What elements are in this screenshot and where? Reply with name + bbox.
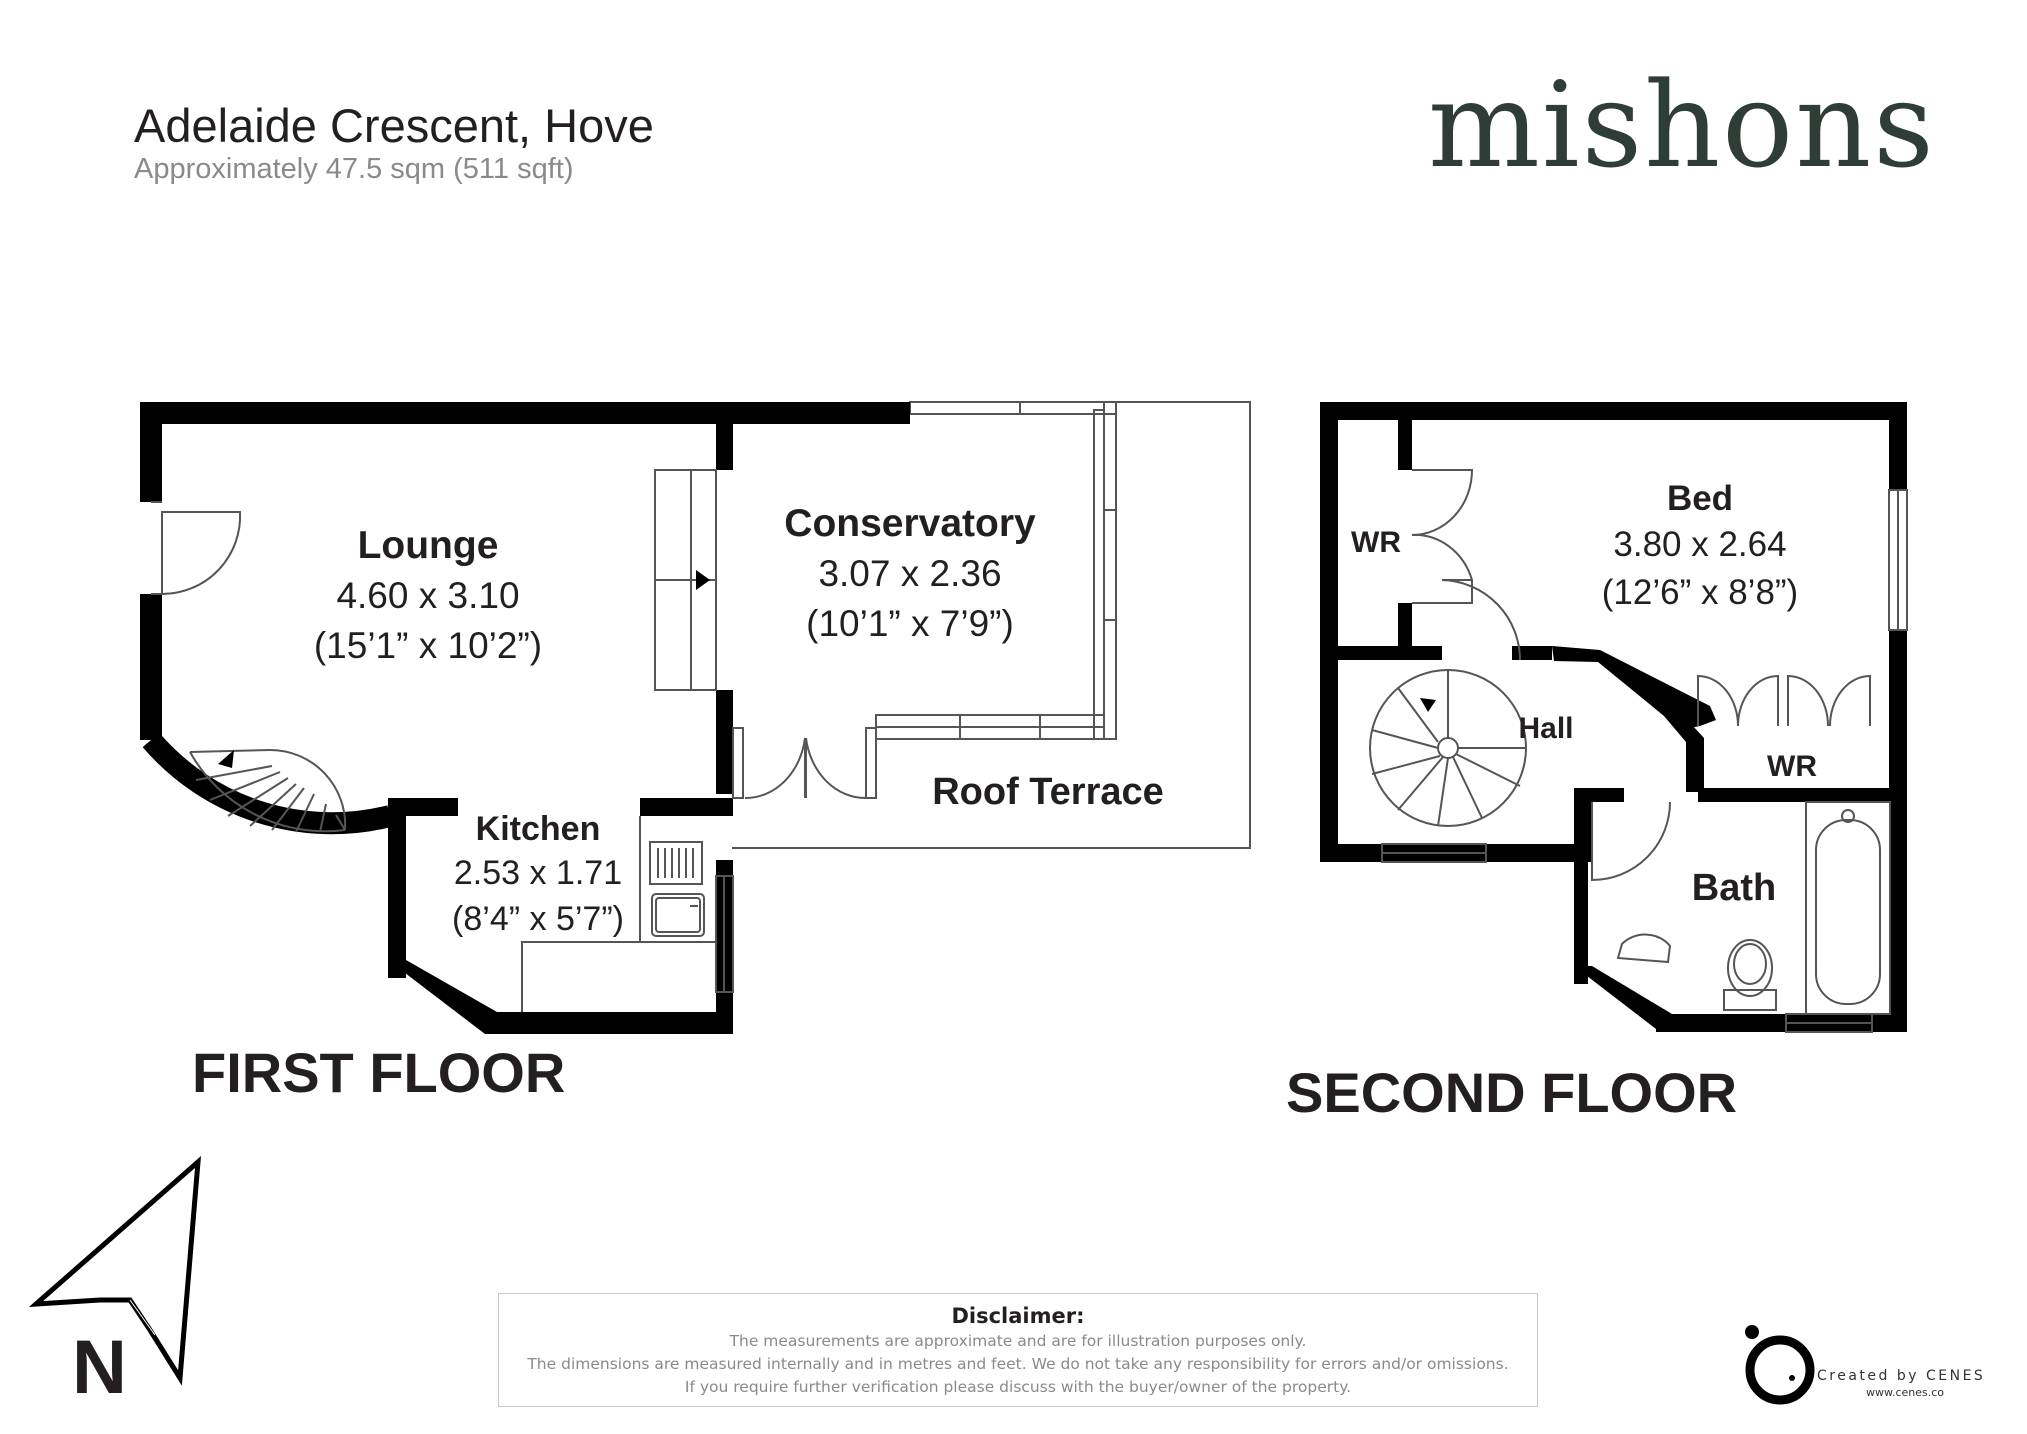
room-imperial-kitchen: (8’4” x 5’7”) [452, 900, 624, 938]
property-title: Adelaide Crescent, Hove [134, 99, 654, 152]
disclaimer-box [498, 1293, 1538, 1407]
room-imperial-lounge: (15’1” x 10’2”) [313, 625, 543, 666]
credit-url: www.cenes.co [1866, 1386, 1945, 1399]
second-floor-label: SECOND FLOOR [1286, 1061, 1738, 1124]
second-floor-spiral-stairs [1370, 670, 1526, 826]
room-name-roof-terrace: Roof Terrace [932, 771, 1164, 813]
credit-text: Created by CENES [1817, 1368, 1986, 1384]
room-name-kitchen: Kitchen [475, 810, 601, 848]
north-label: N [72, 1325, 127, 1410]
room-name-lounge: Lounge [357, 524, 499, 567]
first-floor-label: FIRST FLOOR [192, 1041, 566, 1104]
room-name-wr-left: WR [1351, 526, 1401, 559]
lounge-door [151, 502, 240, 594]
wr-left-doors [1412, 470, 1520, 660]
room-name-bath: Bath [1691, 867, 1777, 909]
hall-stair-arrow [1420, 698, 1436, 712]
second-floor-walls [1320, 402, 1907, 1032]
stair-direction-arrow [218, 750, 234, 768]
room-imperial-conservatory: (10’1” x 7’9”) [806, 603, 1014, 644]
first-floor-plan [140, 402, 1250, 1034]
cenes-logo-icon [1745, 1325, 1810, 1400]
second-floor-windows [1382, 490, 1907, 1032]
bedroom-wardrobe-doors [1698, 676, 1870, 726]
property-area: Approximately 47.5 sqm (511 sqft) [134, 153, 574, 185]
room-metric-bed: 3.80 x 2.64 [1613, 525, 1787, 564]
disclaimer-line: The dimensions are measured internally and in metres and feet. We do not take any responsibility for errors and/or omissions. [527, 1355, 1509, 1373]
brand-logo: mishons [1428, 56, 1936, 194]
disclaimer-line: The measurements are approximate and are for illustration purposes only. [729, 1332, 1307, 1350]
room-name-conservatory: Conservatory [784, 502, 1036, 545]
second-floor-plan [1320, 402, 1907, 1032]
disclaimer-heading: Disclaimer: [951, 1304, 1085, 1328]
room-imperial-bed: (12’6” x 8’8”) [1601, 573, 1799, 612]
disclaimer-line: If you require further verification please discuss with the buyer/owner of the property. [684, 1378, 1352, 1396]
room-name-hall: Hall [1518, 712, 1574, 745]
room-metric-conservatory: 3.07 x 2.36 [818, 553, 1002, 594]
lounge-curved-wall [151, 740, 390, 823]
room-name-bed: Bed [1666, 479, 1734, 518]
room-metric-kitchen: 2.53 x 1.71 [453, 854, 623, 892]
first-floor-walls [140, 402, 910, 1034]
room-name-wr-right: WR [1767, 750, 1817, 783]
conservatory-doors [733, 728, 876, 798]
north-arrow-inner [130, 1300, 155, 1335]
room-metric-lounge: 4.60 x 3.10 [336, 575, 520, 616]
folding-door-arrow [696, 570, 710, 590]
